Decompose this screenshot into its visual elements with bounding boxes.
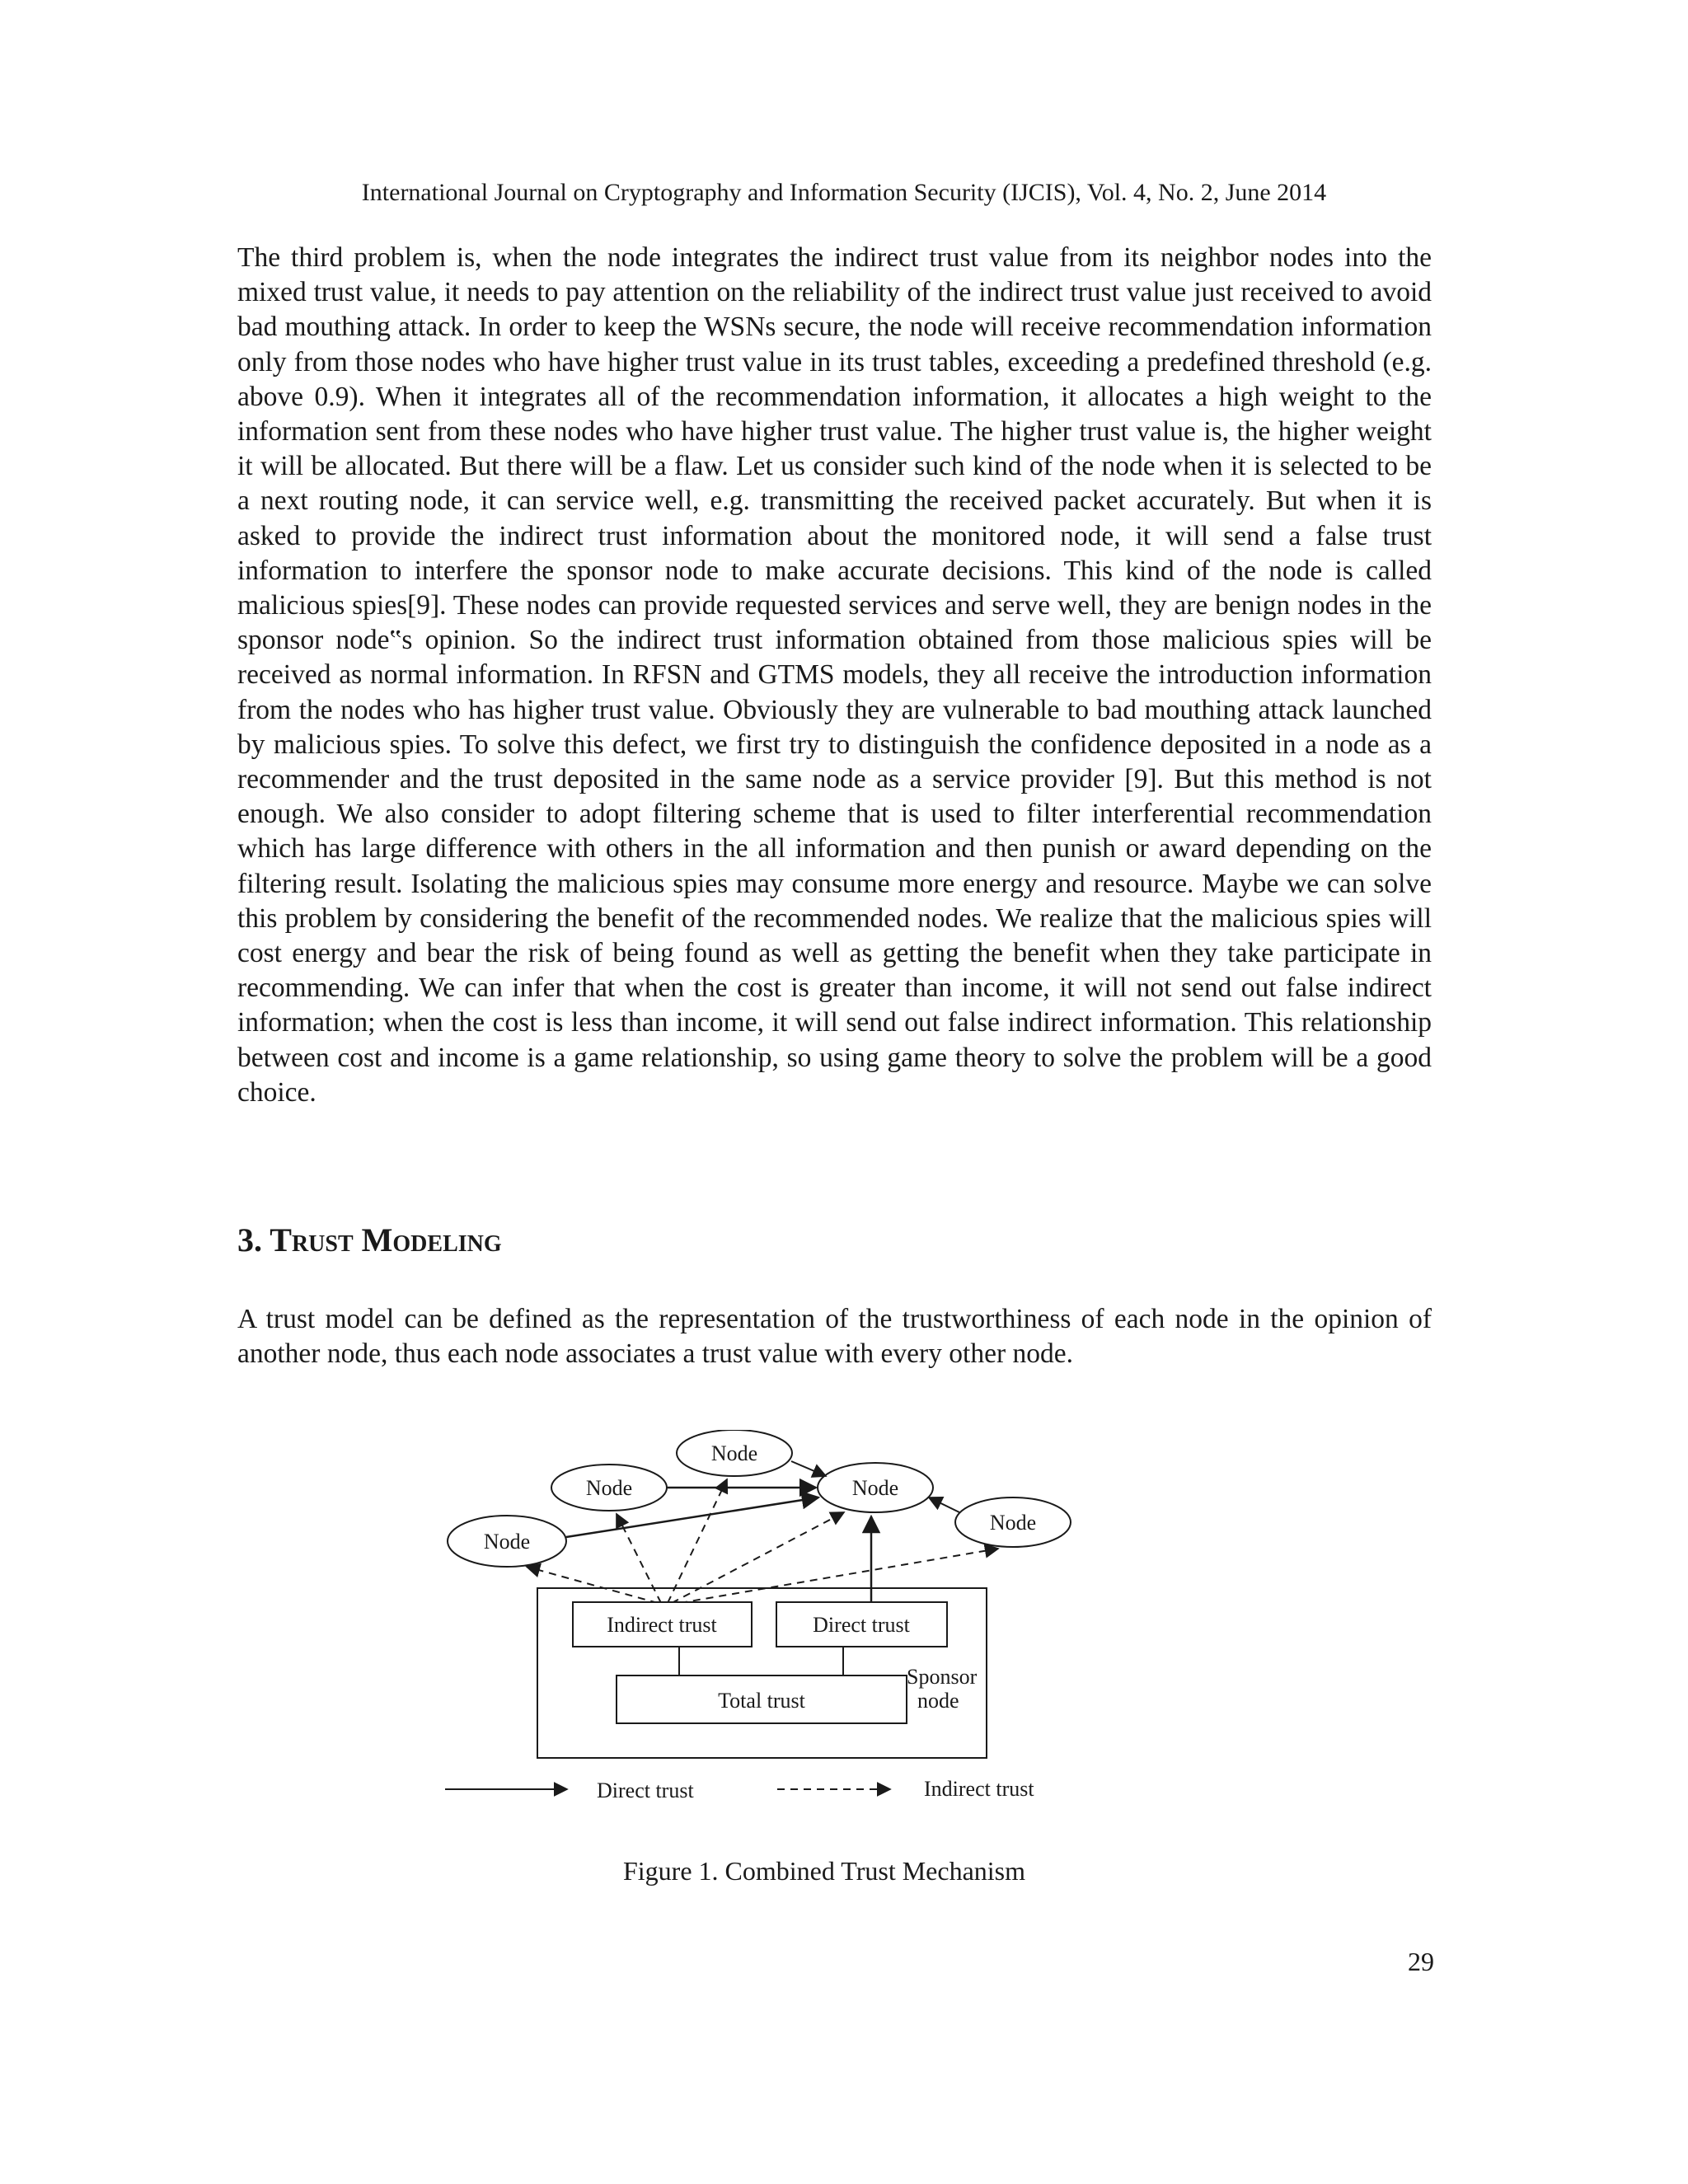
legend-direct-label: Direct trust (597, 1779, 694, 1802)
running-header: International Journal on Cryptography and Information Security (IJCIS), Vol. 4, No. 2, June 2014 (361, 179, 1327, 206)
body-paragraph: A trust model can be defined as the representation of the trustworthiness of each node in the opinion of another node, thus each node associates a trust value with every other node. (237, 1304, 1432, 1370)
node-upper-left (551, 1465, 667, 1511)
node-right (955, 1497, 1071, 1547)
node-label: Node (851, 1476, 899, 1500)
direct-trust-label: Direct trust (813, 1613, 910, 1637)
node-label: Node (483, 1530, 531, 1554)
trust-mechanism-diagram (445, 1430, 1088, 1825)
sponsor-label-line2: node (917, 1689, 959, 1713)
indirect-arrow (527, 1567, 658, 1603)
indirect-arrow (680, 1549, 998, 1603)
trust-mechanism-figure (445, 1430, 1088, 1825)
section-heading: 3. Trust Modeling (237, 1221, 502, 1258)
direct-arrow (791, 1461, 826, 1476)
node-top (677, 1430, 792, 1476)
node-label: Node (989, 1511, 1037, 1535)
node-center-target (818, 1463, 933, 1512)
legend-indirect-label: Indirect trust (924, 1777, 1034, 1801)
node-left (448, 1516, 566, 1567)
indirect-arrow (617, 1514, 661, 1603)
direct-trust-box (776, 1602, 947, 1647)
indirect-trust-label: Indirect trust (607, 1613, 717, 1637)
total-trust-label: Total trust (718, 1689, 805, 1713)
body-paragraph: The third problem is, when the node integrates the indirect trust value from its neighbor nodes into the mixed trust value, it needs to pay attention on the reliability of the indirect trust value just received to avoid bad mouthing attack. In order to keep the WSNs secure, the node will receive recommendation information only from those nodes who have higher trust value in its trust tables, exceeding a predefined threshold (e.g. above 0.9). When it integrates all of the recommendation information, it allocates a high weight to the information sent from these nodes who have higher trust value. The higher trust value is, the higher weight it will be allocated. But there will be a flaw. Let us consider such kind of the node when it is selected to be a next routing node, it can service well, e.g. transmitting the received packet accurately. But when it is asked to provide the indirect trust information about the monitored node, it will send a false trust information to interfere the sponsor node to make accurate decisions. This kind of the node is called malicious spies[9]. These nodes can provide requested services and serve well, they are benign nodes in the sponsor node‟s opinion. So the indirect trust information obtained from those malicious spies will be received as normal information. In RFSN and GTMS models, they all receive the introduction information from the nodes who has higher trust value. Obviously they are vulnerable to bad mouthing attack launched by malicious spies. To solve this defect, we first try to distinguish the confidence deposited in a node as a recommender and the trust deposited in the same node as a service provider [9]. But this method is not enough. We also consider to adopt filtering scheme that is used to filter interferential recommendation which has large difference with others in the all information and then punish or award depending on the filtering result. Isolating the malicious spies may consume more energy and resource. Maybe we can solve this problem by considering the benefit of the recommended nodes. We realize that the malicious spies will cost energy and bear the risk of being found as well as getting the benefit when they take participate in recommending. We can infer that when the cost is greater than income, it will not send out false indirect information; when the cost is less than income, it will send out false indirect information. This relationship between cost and income is a game relationship, so using game theory to solve the problem will be a good choice. (237, 242, 1432, 1108)
indirect-arrow (668, 1479, 727, 1603)
page-number: 29 (1408, 1947, 1434, 1976)
node-label: Node (710, 1441, 758, 1465)
figure-caption: Figure 1. Combined Trust Mechanism (622, 1856, 1025, 1886)
node-label: Node (585, 1476, 633, 1500)
direct-arrow (929, 1497, 959, 1512)
total-trust-box (617, 1675, 907, 1723)
indirect-trust-box (573, 1602, 752, 1647)
sponsor-label-line1: Sponsor (907, 1665, 978, 1689)
indirect-arrow (672, 1512, 844, 1603)
